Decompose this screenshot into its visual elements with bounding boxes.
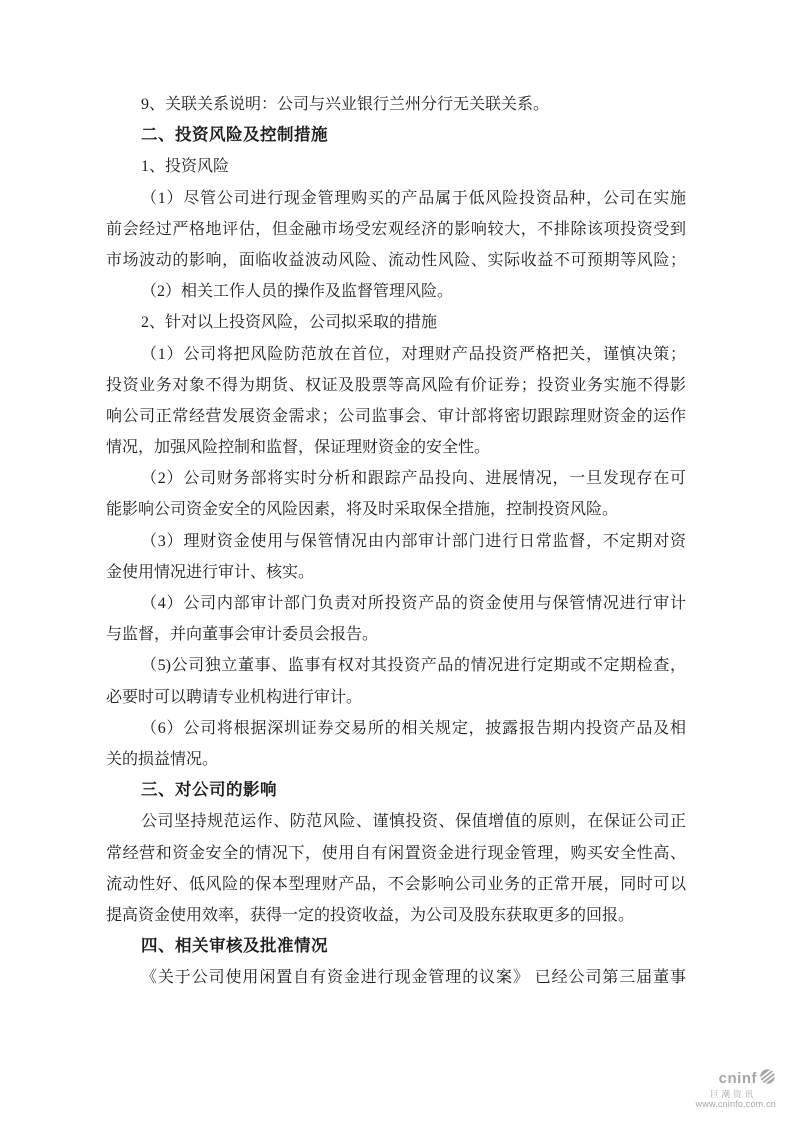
text-line: 2、针对以上投资风险，公司拟采取的措施 xyxy=(141,314,438,332)
text-line: 响公司正常经营发展资金需求；公司监事会、审计部将密切跟踪理财资金的运作 xyxy=(106,407,686,425)
section-heading: 二、投资风险及控制措施 xyxy=(141,126,328,145)
text-line: 关的损益情况。 xyxy=(106,750,219,768)
section-heading: 四、相关审核及批准情况 xyxy=(141,937,328,956)
cninfo-logo-url: www.cninfo.com.cn xyxy=(695,1099,776,1109)
text-line: 流动性好、低风险的保本型理财产品，不会影响公司业务的正常开展，同时可以 xyxy=(106,875,686,893)
text-line: 1、投资风险 xyxy=(141,158,230,176)
text-line: （5)公司独立董事、监事有权对其投资产品的情况进行定期或不定期检查， xyxy=(141,657,686,675)
text-line: 金使用情况进行审计、核实。 xyxy=(106,563,315,581)
text-line: 前会经过严格地评估，但金融市场受宏观经济的影响较大，不排除该项投资受到 xyxy=(106,220,686,238)
text-line: 能影响公司资金安全的风险因素，将及时采取保全措施，控制投资风险。 xyxy=(106,501,619,519)
text-line: （3）理财资金使用与保管情况由内部审计部门进行日常监督，不定期对资 xyxy=(141,532,686,550)
text-line: 提高资金使用效率，获得一定的投资收益，为公司及股东获取更多的回报。 xyxy=(106,906,635,924)
text-line: （1）尽管公司进行现金管理购买的产品属于低风险投资品种，公司在实施 xyxy=(141,189,686,207)
text-line: 必要时可以聘请专业机构进行审计。 xyxy=(106,688,363,706)
text-line: （2）公司财务部将实时分析和跟踪产品投向、进展情况，一旦发现存在可 xyxy=(141,470,686,488)
text-line: 与监督，并向董事会审计委员会报告。 xyxy=(106,626,379,644)
cninfo-logo xyxy=(696,1068,776,1110)
text-line: （2）相关工作人员的操作及监督管理风险。 xyxy=(141,283,454,301)
text-line: （6）公司将根据深圳证券交易所的相关规定，披露报告期内投资产品及相 xyxy=(141,719,686,737)
document-body xyxy=(106,89,686,993)
section-heading: 三、对公司的影响 xyxy=(141,781,277,800)
text-line: （1）公司将把风险防范放在首位，对理财产品投资严格把关，谨慎决策； xyxy=(141,345,686,363)
text-line: 9、关联关系说明：公司与兴业银行兰州分行无关联关系。 xyxy=(141,96,550,113)
text-line: 情况，加强风险控制和监督，保证理财资金的安全性。 xyxy=(106,439,491,457)
text-line: 公司坚持规范运作、防范风险、谨慎投资、保值增值的原则，在保证公司正 xyxy=(141,813,686,831)
cninfo-logo-text: cninf xyxy=(718,1069,757,1087)
cninfo-logo-chinese: 巨潮资讯 xyxy=(709,1088,756,1099)
text-line: （4）公司内部审计部门负责对所投资产品的资金使用与保管情况进行审计 xyxy=(141,595,686,612)
text-line: 《关于公司使用闲置自有资金进行现金管理的议案》 已经公司第三届董事 xyxy=(141,969,686,987)
text-line: 投资业务对象不得为期货、权证及股票等高风险有价证券；投资业务实施不得影 xyxy=(106,376,686,394)
cninfo-logo-row xyxy=(696,1068,776,1089)
text-line: 常经营和资金安全的情况下，使用自有闲置资金进行现金管理，购买安全性高、 xyxy=(106,844,686,862)
cninfo-swirl-icon xyxy=(759,1068,776,1089)
text-line: 市场波动的影响，面临收益波动风险、流动性风险、实际收益不可预期等风险； xyxy=(106,251,686,269)
